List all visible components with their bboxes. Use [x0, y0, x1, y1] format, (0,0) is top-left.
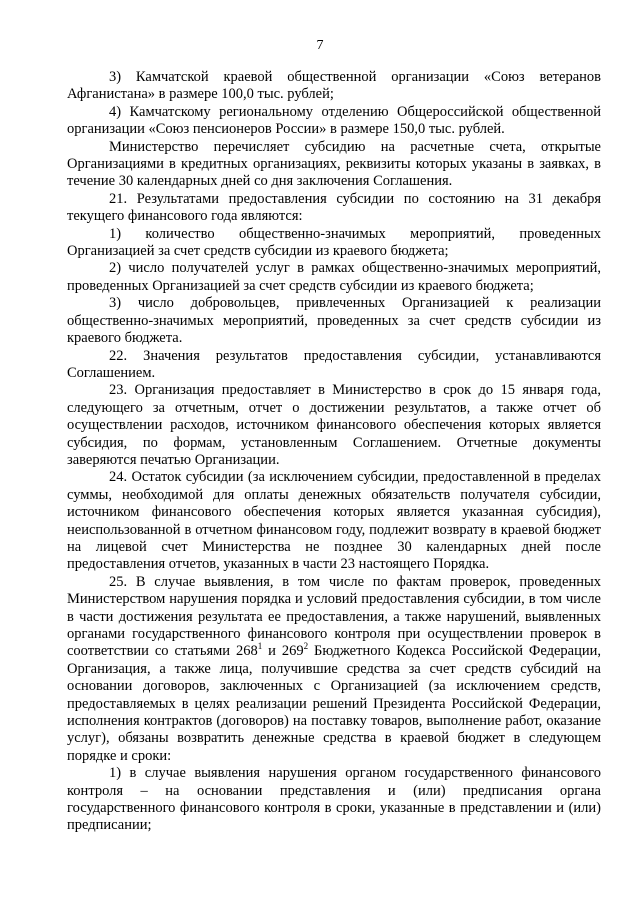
- list-item-3-veterans-afghanistan: 3) Камчатской краевой общественной организации «Союз ветеранов Афганистана» в размере 100,0 тыс. рублей;: [67, 69, 601, 103]
- list-item-1-events-count: 1) количество общественно-значимых мероприятий, проведенных Организацией за счет средств субсидии из краевого бюджета;: [67, 225, 601, 260]
- paragraph-23-reporting: 23. Организация предоставляет в Министерство в срок до 15 января года, следующего за отчетным, отчет о достижении результатов, а также отчет об осуществлении расходов, источником финансового обеспечения которых является субсидия, по формам, установленным Соглашением. Отчетные документы заверяются печатью Организации.: [67, 382, 601, 468]
- paragraph-25-text-part-2: и 269: [262, 643, 304, 660]
- document-body: [67, 69, 601, 835]
- superscript-1: 1: [257, 641, 263, 652]
- paragraph-24-subsidy-remainder: 24. Остаток субсидии (за исключением субсидии, предоставленной в пределах суммы, необходимой для оплаты денежных обязательств получателя субсидии, источником финансового обеспечения которых является указанная субсидия), неиспользованной в отчетном финансовом году, подлежит возврату в краевой бюджет на лицевой счет Министерства не позднее 30 календарных дней после предоставления отчетов, указанных в части 23 настоящего Порядка.: [67, 469, 601, 573]
- paragraph-25-text-part-3: Бюджетного Кодекса Российской Федерации, Организация, а также лица, получившие средства за счет средств субсидий на основании договоров, заключенных с Организацией (за исключением средств, предоставляемых в целях реализации решений Президента Российской Федерации, исполнения контрактов (договоров) на поставку товаров, выполнение работ, оказание услуг), обязаны возвратить денежные средства в краевой бюджет в следующем порядке и сроки:: [67, 643, 601, 764]
- paragraph-subsidy-transfer: Министерство перечисляет субсидию на расчетные счета, открытые Организациями в кредитных организациях, реквизиты которых указаны в заявках, в течение 30 календарных дней со дня заключения Соглашения.: [67, 138, 601, 190]
- paragraph-25-violations: [67, 574, 601, 765]
- paragraph-25-text-part-1: 25. В случае выявления, в том числе по фактам проверок, проведенных Министерством нарушения порядка и условий предоставления субсидии, в том числе в части достижения результата ее предоставления, а также нарушений, выявленных органами государственного финансового контроля при осуществлении проверок в соответствии со статьями 268: [67, 573, 601, 660]
- paragraph-21-results: 21. Результатами предоставления субсидии по состоянию на 31 декабря текущего финансового года являются:: [67, 190, 601, 225]
- paragraph-22-result-values: 22. Значения результатов предоставления субсидии, устанавливаются Соглашением.: [67, 347, 601, 381]
- page-number: 7: [316, 38, 324, 53]
- list-item-1-financial-control: 1) в случае выявления нарушения органом государственного финансового контроля – на основании представления и (или) предписания органа государственного финансового контроля в сроки, указанные в представлении и (или) предписании;: [67, 765, 601, 834]
- list-item-2-recipients-count: 2) число получателей услуг в рамках общественно-значимых мероприятий, проведенных Организацией за счет средств субсидии из краевого бюджета;: [67, 260, 601, 294]
- list-item-3-volunteers-count: 3) число добровольцев, привлеченных Организацией к реализации общественно-значимых мероприятий, проведенных за счет средств субсидии из краевого бюджета.: [67, 295, 601, 347]
- list-item-4-pensioners-union: 4) Камчатскому региональному отделению Общероссийской общественной организации «Союз пенсионеров России» в размере 150,0 тыс. рублей.: [67, 103, 601, 138]
- superscript-2: 2: [303, 641, 309, 652]
